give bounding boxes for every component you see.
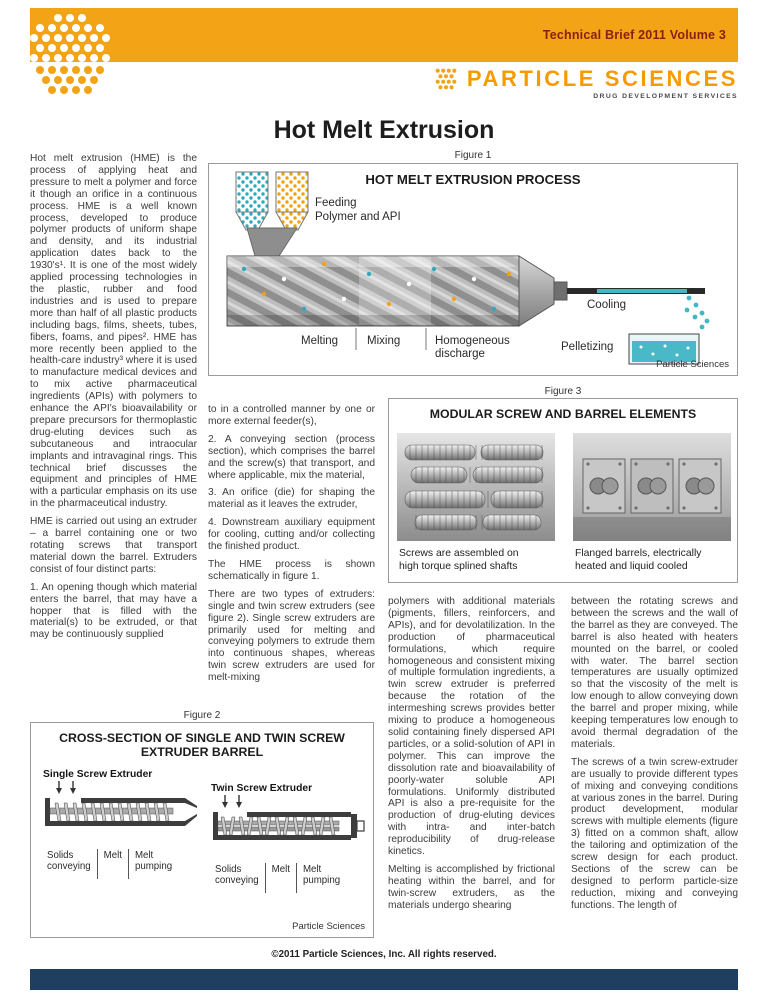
screw-elements-photo <box>397 433 555 541</box>
caption-line: Flanged barrels, electrically <box>575 548 702 559</box>
figure-3-panel <box>388 398 738 583</box>
paragraph: between the rotating screws and between the screws and the wall of the barrel as they are conveyed. The barrel is also heated with heaters mounted on the barrel, or cooled with water. The barrel section temperatures are usually optimized so that the viscosity of the melt is low enough to allow conveying down the barrel and proper mixing, while keeping temperatures low enough to avoid thermal degradation of the materials. <box>571 596 738 750</box>
pelletizing-label: Pelletizing <box>561 341 614 353</box>
twin-screw-diagram <box>209 783 367 893</box>
figure-2-credit: Particle Sciences <box>292 921 365 932</box>
barrel-elements-photo <box>573 433 731 541</box>
mixing-label: Mixing <box>367 335 401 347</box>
paragraph: 2. A conveying section (process section), which comprises the barrel and the screw(s) that transport, and where applicable, mix the material, <box>208 433 375 481</box>
caption-line: heated and liquid cooled <box>575 561 688 572</box>
caption-line: Screws are assembled on <box>399 548 519 559</box>
homogeneous-label-line2: discharge <box>435 348 485 360</box>
text-column-2 <box>208 404 375 720</box>
figure-2-title-line2: EXTRUDER BARREL <box>140 745 264 759</box>
melting-label: Melting <box>301 335 339 347</box>
cooling-label: Cooling <box>587 299 626 311</box>
brief-volume-label: Technical Brief 2011 Volume 3 <box>542 28 726 42</box>
brand-name: PARTICLE SCIENCES <box>466 66 738 91</box>
paragraph: The HME process is shown schematically in figure 1. <box>208 558 375 582</box>
paragraph: 4. Downstream auxiliary equipment for cooling, cutting and/or collecting the finished product. <box>208 517 375 553</box>
zone-melt: Melt <box>265 863 296 893</box>
caption-line: high torque splined shafts <box>399 561 518 572</box>
twin-screw-barrel-drawing <box>209 794 365 856</box>
figure-1-title: HOT MELT EXTRUSION PROCESS <box>365 172 581 187</box>
brand-row <box>0 66 738 92</box>
feeding-label-line1: Feeding <box>315 197 357 209</box>
text-column-1 <box>30 153 197 715</box>
paragraph: polymers with additional materials (pigments, fillers, reinforcers, and APIs), and for devolatilization. In the production of pharmaceutical formulations, which require homogeneous and consistent mixing of multiple formulation ingredients, a twin screw extruder is preferred because the rotation of the intermeshing screws provides better mixing to produce a homogeneous solid containing finely dispersed API particles, or a solid-solution of API in polymer. This can improve the dissolution rate and bioavailability of poorly-water soluble API formulations. Uniformly distributed API is also a pre-requisite for the production of drug-eluting devices with intra- and inter-batch reproducibility of drug-release kinetics. <box>388 596 555 858</box>
hme-process-diagram <box>209 164 737 375</box>
header-bar <box>30 8 738 62</box>
paragraph: Hot melt extrusion (HME) is the process of applying heat and pressure to melt a polymer and force it though an orifice in a continuous process. HME is a well known process, developed to produce polymer products of uniform shape and density, and its industrial application dates back to the 1930's¹. It is one of the most widely applied processing technologies in the plastic, rubber and food industries and is used to prepare more than half of all plastic products including bags, films, sheets, tubes, fibers, foams, and pipes². HME has more recently been applied to the health-care industry³ where it is used to manufacture medical devices and to mix active pharmaceutical ingredients (APIs) with polymers to enhance the API's bioavailability or prepare precursors for thermoplastic drug-eluting devices such as subcutaneous and intraocular implants and intravaginal rings. This technical brief discusses the equipment and principles of HME with a particular emphasis on its use in the pharmaceutical industry. <box>30 153 197 510</box>
paragraph: The screws of a twin screw-extruder are usually to provide different types of mixing and conveying conditions at various zones in the barrel. During product development, modular screws with multiple elements (figure 3) fitted on a common shaft, allow the tailoring and optimization of the screw design for each product. Sections of the screw can be designed to perform particle-size reduction, mixing and conveying functions. The length of <box>571 756 738 911</box>
single-screw-header: Single Screw Extruder <box>43 769 153 780</box>
figure-1-label: Figure 1 <box>454 150 492 161</box>
figure-3-caption-left <box>399 547 519 573</box>
zone-melt-pumping: Melt pumping <box>128 849 178 879</box>
paragraph: 1. An opening though which material enters the barrel, that may have a hopper that is filled with the material(s) to be extruded, or that may be continuously supplied <box>30 581 197 641</box>
paragraph: to in a controlled manner by one or more external feeder(s), <box>208 404 375 427</box>
zone-melt: Melt <box>97 849 128 879</box>
figure-2-title-line1: CROSS-SECTION OF SINGLE AND TWIN SCREW <box>59 731 345 745</box>
copyright-text: ©2011 Particle Sciences, Inc. All rights reserved. <box>271 949 497 960</box>
text-column-4 <box>571 596 738 940</box>
single-screw-barrel-drawing <box>41 780 197 842</box>
paragraph: HME is carried out using an extruder – a barrel containing one or two rotating screws that transport material down the barrel. Extruders consist of four distinct parts: <box>30 516 197 575</box>
text-column-3 <box>388 596 555 940</box>
zone-solids-conveying: Solids conveying <box>215 864 259 886</box>
twin-screw-header: Twin Screw Extruder <box>211 783 313 794</box>
paragraph: Melting is accomplished by frictional heating within the barrel, and for twin-screw extruders, as the materials undergo shearing <box>388 863 555 911</box>
figure-3-title: MODULAR SCREW AND BARREL ELEMENTS <box>429 407 697 421</box>
figure-3-caption-right <box>575 547 701 573</box>
figure-2-label: Figure 2 <box>183 710 221 721</box>
figure-2-panel <box>30 722 374 938</box>
zone-solids-conveying: Solids conveying <box>47 850 91 872</box>
paragraph: There are two types of extruders: single and twin screw extruders (see figure 2). Single screw extruders are primarily used for melting and conveying polymers to extrude them into continuous shapes, whereas twin screw extruders are used for melt-mixing <box>208 588 375 684</box>
homogeneous-label-line1: Homogeneous <box>435 335 510 347</box>
figure-1-panel <box>208 163 738 376</box>
feeding-label-line2: Polymer and API <box>315 211 401 223</box>
paragraph: 3. An orifice (die) for shaping the material as it leaves the extruder, <box>208 487 375 511</box>
figure-3-label: Figure 3 <box>544 386 582 397</box>
page-title: Hot Melt Extrusion <box>273 116 495 144</box>
single-screw-zones <box>41 849 199 879</box>
brand-dot-mark-icon <box>434 67 458 91</box>
figure-1-credit: Particle Sciences <box>656 359 729 370</box>
footer-bar <box>30 969 738 990</box>
zone-melt-pumping: Melt pumping <box>296 863 346 893</box>
brand-tagline: DRUG DEVELOPMENT SERVICES <box>593 93 738 100</box>
single-screw-diagram <box>41 769 199 879</box>
twin-screw-zones <box>209 863 367 893</box>
figure-2-title <box>31 731 373 759</box>
